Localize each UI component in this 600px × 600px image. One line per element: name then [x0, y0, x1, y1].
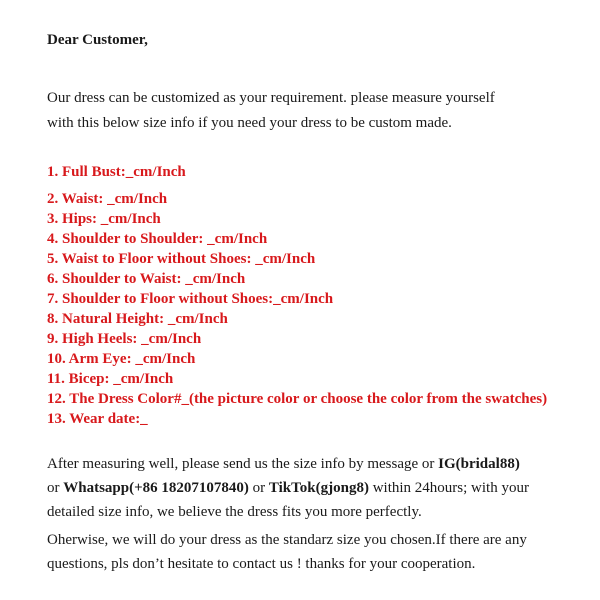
closing-or-text: or: [47, 480, 64, 496]
closing-or-text-2: or: [248, 480, 269, 496]
closing-line-1: [47, 452, 567, 476]
size-item-waist: 2. Waist: _cm/Inch: [47, 191, 168, 207]
size-item-shoulder-to-waist: 6. Shoulder to Waist: _cm/Inch: [47, 271, 246, 287]
size-item-arm-eye: 10. Arm Eye: _cm/Inch: [47, 351, 196, 367]
closing-line-1-text: After measuring well, please send us the size info by message or: [47, 456, 439, 472]
size-item-wear-date: 13. Wear date:_: [47, 411, 148, 427]
closing-line-3: detailed size info, we believe the dress fits you more perfectly.: [47, 504, 422, 520]
closing-line-4: Oherwise, we will do your dress as the standarz size you chosen.If there are any: [47, 532, 527, 548]
size-item-dress-color: 12. The Dress Color#_(the picture color or choose the color from the swatches): [47, 391, 548, 407]
intro-paragraph: [47, 86, 567, 136]
closing-line-2: [47, 476, 567, 500]
closing-line-5: questions, pls don’t hesitate to contact us ! thanks for your cooperation.: [47, 556, 476, 572]
size-item-waist-to-floor: 5. Waist to Floor without Shoes: _cm/Inch: [47, 251, 316, 267]
instagram-contact: IG(bridal88): [438, 456, 520, 472]
intro-line-1: Our dress can be customized as your requirement. please measure yourself: [47, 90, 495, 106]
size-item-full-bust: 1. Full Bust:_cm/Inch: [47, 164, 186, 180]
closing-section: [47, 452, 567, 576]
size-item-high-heels: 9. High Heels: _cm/Inch: [47, 331, 202, 347]
greeting-heading: Dear Customer,: [47, 32, 148, 48]
size-item-hips: 3. Hips: _cm/Inch: [47, 211, 161, 227]
size-info-list: [47, 162, 587, 429]
size-item-bicep: 11. Bicep: _cm/Inch: [47, 371, 174, 387]
size-item-natural-height: 8. Natural Height: _cm/Inch: [47, 311, 228, 327]
intro-line-2: with this below size info if you need your dress to be custom made.: [47, 115, 452, 131]
size-item-shoulder-to-floor: 7. Shoulder to Floor without Shoes:_cm/Inch: [47, 291, 334, 307]
tiktok-contact: TikTok(gjong8): [268, 480, 369, 496]
size-item-shoulder-to-shoulder: 4. Shoulder to Shoulder: _cm/Inch: [47, 231, 268, 247]
closing-line-2-suffix: within 24hours; with your: [368, 480, 529, 496]
whatsapp-contact: Whatsapp(+86 18207107840): [63, 480, 249, 496]
